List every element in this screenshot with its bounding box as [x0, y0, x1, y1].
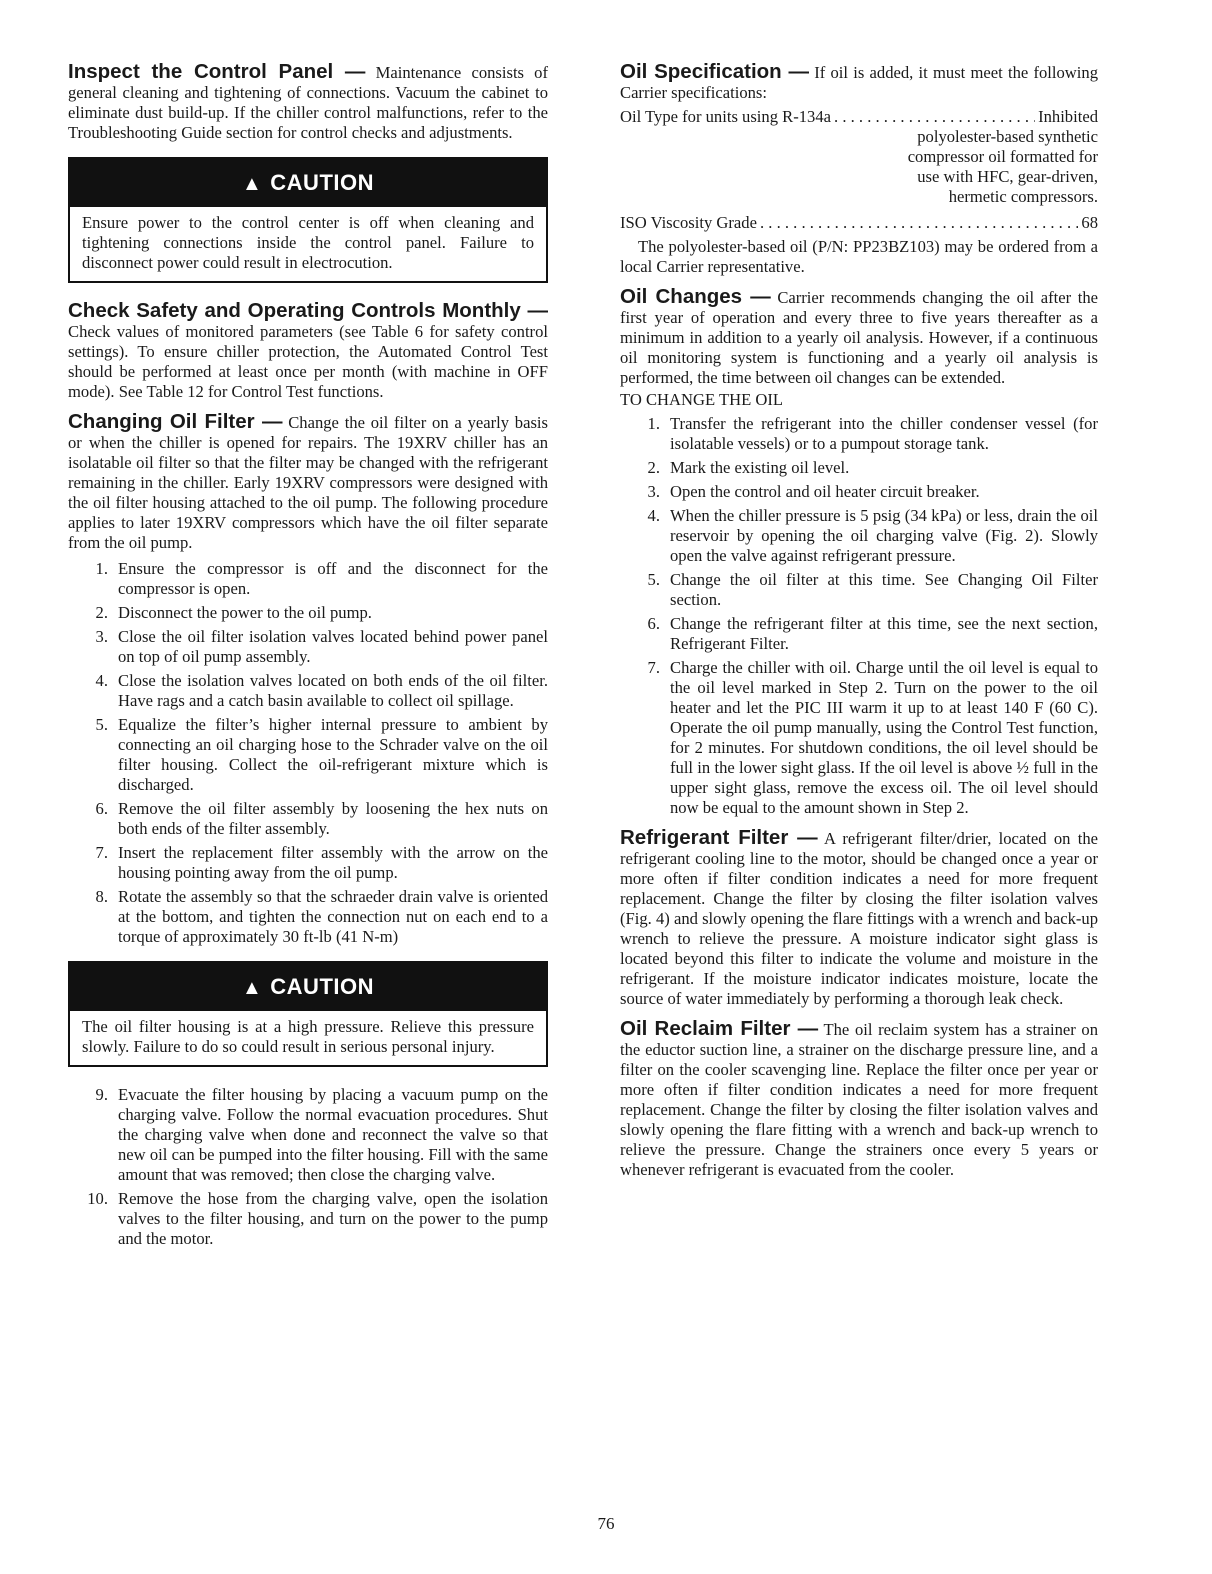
spec-section: [620, 62, 1098, 103]
caution-box: [68, 157, 548, 283]
step-number: 9.: [95, 1085, 108, 1104]
section-text: Carrier recommends changing the oil after the first year of operation and every three to five years thereafter as a minimum in addition to a yearly oil analysis. However, if a continuous oil monitoring system is functioning and a yearly oil analysis is performed, the time between oil changes can be extended.: [620, 288, 1098, 387]
list-item: [68, 671, 548, 711]
step-number: 5.: [647, 570, 660, 589]
step-number: 2.: [95, 603, 108, 622]
section-text: If oil is added, it must meet the following Carrier specifications:: [620, 63, 1098, 102]
list-item: [620, 482, 1098, 502]
page-number: 76: [597, 1514, 615, 1533]
list-item: [68, 603, 548, 623]
step-text: Mark the existing oil level.: [670, 458, 850, 477]
section-heading: Refrigerant Filter —: [620, 826, 818, 849]
list-item: [68, 1085, 548, 1185]
step-number: 1.: [647, 414, 660, 433]
step-text: Ensure the compressor is off and the disconnect for the compressor is open.: [118, 559, 548, 598]
caution-label: CAUTION: [270, 170, 374, 195]
step-text: Disconnect the power to the oil pump.: [118, 603, 372, 622]
step-number: 4.: [647, 506, 660, 525]
filter-steps-list: [68, 559, 548, 947]
caution-header: [70, 159, 546, 207]
step-number: 4.: [95, 671, 108, 690]
right-column: [620, 62, 1098, 1190]
list-item: [620, 570, 1098, 610]
section-text: A refrigerant filter/drier, located on the refrigerant cooling line to the motor, should be changed once a year or more often if filter condition indicates a need for more frequent replacement. Change the filter by closing the filter isolation valves (Fig. 4) and slowly opening the flare fittings with a wrench and back-up wrench to relieve the pressure. A moisture indicator sight glass is located beyond this filter to indicate the volume and moisture in the refrigerant. If the moisture indicator indicates moisture, locate the source of water immediately by performing a thorough leak check.: [620, 829, 1098, 1008]
left-column: [68, 62, 548, 1259]
step-text: When the chiller pressure is 5 psig (34 kPa) or less, drain the oil reservoir by opening the oil charging valve (Fig. 2). Slowly open the valve against refrigerant pressure.: [670, 506, 1098, 565]
section-heading: Inspect the Control Panel —: [68, 60, 366, 83]
section-text: Check values of monitored parameters (see Table 6 for safety control settings). To ensure chiller protection, the Automated Control Test should be performed at least once per month (with machine in OFF mode). See Table 12 for Control Test functions.: [68, 322, 548, 401]
change-oil-subheading: TO CHANGE THE OIL: [620, 390, 784, 409]
list-item: [620, 414, 1098, 454]
refrigerant-filter-section: [620, 828, 1098, 1009]
step-number: 3.: [647, 482, 660, 501]
inspect-section: [68, 62, 548, 143]
list-item: [620, 506, 1098, 566]
step-number: 3.: [95, 627, 108, 646]
section-text: The oil reclaim system has a strainer on the eductor suction line, a strainer on the discharge pressure line, and a filter on the cooler scavenging line. Replace the filter once per year or more often if filter condition indicates a need for more frequent replacement. Change the filter by closing the filter isolation valves and slowly opening the flare fitting with a wrench and back-up wrench to relieve the pressure. Change the strainers once every 5 years or whenever refrigerant is evacuated from the cooler.: [620, 1020, 1098, 1179]
step-text: Change the refrigerant filter at this time, see the next section, Refrigerant Filter.: [670, 614, 1098, 653]
spec-line: polyolester-based synthetic: [917, 127, 1098, 146]
step-text: Change the oil filter at this time. See Changing Oil Filter section.: [670, 570, 1098, 609]
section-text: Maintenance consists of general cleaning and tightening of connections. Vacuum the cabinet to eliminate dust build-up. If the chiller control malfunctions, refer to the Troubleshooting Guide section for control checks and adjustments.: [68, 63, 548, 142]
oil-type-description: [620, 127, 1098, 207]
caution-text: Ensure power to the control center is off when cleaning and tightening connections inside the control panel. Failure to disconnect power could result in electrocution.: [82, 213, 534, 272]
dot-leader: [834, 107, 1035, 127]
iso-viscosity-spec: [620, 213, 1098, 233]
oil-changes-section: [620, 287, 1098, 388]
section-heading: Oil Specification —: [620, 60, 809, 83]
spec-line: compressor oil formatted for: [907, 147, 1098, 166]
spec-line: hermetic compressors.: [948, 187, 1098, 206]
step-text: Equalize the filter’s higher internal pressure to ambient by connecting an oil charging hose to the Schrader valve on the oil filter housing. Collect the oil-refrigerant mixture which is discharged.: [118, 715, 548, 794]
list-item: [620, 614, 1098, 654]
oil-reclaim-filter-section: [620, 1019, 1098, 1180]
step-number: 5.: [95, 715, 108, 734]
spec-value: Inhibited: [1038, 107, 1098, 126]
check-section: [68, 301, 548, 402]
step-text: Rotate the assembly so that the schraeder drain valve is oriented at the bottom, and tighten the connection nut on each end to a torque of approximately 30 ft-lb (41 N-m): [118, 887, 548, 946]
oil-type-spec: [620, 107, 1098, 127]
step-text: Close the isolation valves located on both ends of the oil filter. Have rags and a catch basin available to collect oil spillage.: [118, 671, 548, 710]
step-text: Transfer the refrigerant into the chiller condenser vessel (for isolatable vessels) or to a pumpout storage tank.: [670, 414, 1098, 453]
filter-section: [68, 412, 548, 553]
dot-leader: [760, 213, 1078, 233]
spec-line: use with HFC, gear-driven,: [917, 167, 1098, 186]
step-number: 6.: [95, 799, 108, 818]
step-number: 8.: [95, 887, 108, 906]
list-item: [68, 559, 548, 599]
caution-header: [70, 963, 546, 1011]
list-item: [68, 799, 548, 839]
list-item: [68, 1189, 548, 1249]
step-text: Evacuate the filter housing by placing a vacuum pump on the charging valve. Follow the normal evacuation procedures. Shut the charging valve when done and reconnect the valve so that new oil can be pumped into the filter housing. Fill with the same amount that was removed; then close the charging valve.: [118, 1085, 548, 1184]
caution-text: The oil filter housing is at a high pressure. Relieve this pressure slowly. Failure to do so could result in serious personal injury.: [82, 1017, 534, 1056]
step-text: Charge the chiller with oil. Charge until the oil level is equal to the oil level marked in Step 2. Turn on the power to the oil heater and let the PIC III warm it up to at least 140 F (60 C). Operate the oil pump manually, using the Control Test function, for 2 minutes. For shutdown conditions, the oil level should be full in the lower sight glass. If the oil level is above ½ full in the upper sight glass, remove the excess oil. The oil level should now be equal to the amount shown in Step 2.: [670, 658, 1098, 817]
spec-label: Oil Type for units using R-134a: [620, 107, 832, 126]
oil-change-steps-list: [620, 414, 1098, 818]
list-item: [620, 458, 1098, 478]
spec-note: The polyolester-based oil (P/N: PP23BZ103) may be ordered from a local Carrier representative.: [620, 237, 1098, 276]
caution-label: CAUTION: [270, 974, 374, 999]
spec-value: 68: [1081, 213, 1098, 232]
section-heading: Changing Oil Filter —: [68, 410, 283, 433]
step-number: 1.: [95, 559, 108, 578]
filter-steps-list-continued: [68, 1085, 548, 1249]
list-item: [68, 715, 548, 795]
step-number: 7.: [95, 843, 108, 862]
step-number: 2.: [647, 458, 660, 477]
spec-label: ISO Viscosity Grade: [620, 213, 757, 232]
step-number: 7.: [647, 658, 660, 677]
list-item: [620, 658, 1098, 818]
caution-box: [68, 961, 548, 1067]
list-item: [68, 843, 548, 883]
section-heading: Check Safety and Operating Controls Monthly —: [68, 299, 548, 322]
step-text: Insert the replacement filter assembly with the arrow on the housing pointing away from the oil pump.: [118, 843, 548, 882]
step-text: Remove the hose from the charging valve, open the isolation valves to the filter housing, and turn on the power to the pump and the motor.: [118, 1189, 548, 1248]
section-text: Change the oil filter on a yearly basis or when the chiller is opened for repairs. The 19XRV chiller has an isolatable oil filter so that the filter may be changed with the refrigerant remaining in the chiller. Early 19XRV compressors were designed with the oil filter housing attached to the oil pump. The following procedure applies to later 19XRV compressors which have the oil filter separate from the oil pump.: [68, 413, 548, 552]
step-text: Close the oil filter isolation valves located behind power panel on top of oil pump assembly.: [118, 627, 548, 666]
section-heading: Oil Reclaim Filter —: [620, 1017, 819, 1040]
step-number: 10.: [87, 1189, 108, 1208]
step-text: Remove the oil filter assembly by loosening the hex nuts on both ends of the filter assembly.: [118, 799, 548, 838]
list-item: [68, 627, 548, 667]
warning-triangle-icon: ▲: [241, 173, 263, 195]
step-number: 6.: [647, 614, 660, 633]
section-heading: Oil Changes —: [620, 285, 771, 308]
warning-triangle-icon: ▲: [241, 977, 263, 999]
list-item: [68, 887, 548, 947]
step-text: Open the control and oil heater circuit breaker.: [670, 482, 980, 501]
